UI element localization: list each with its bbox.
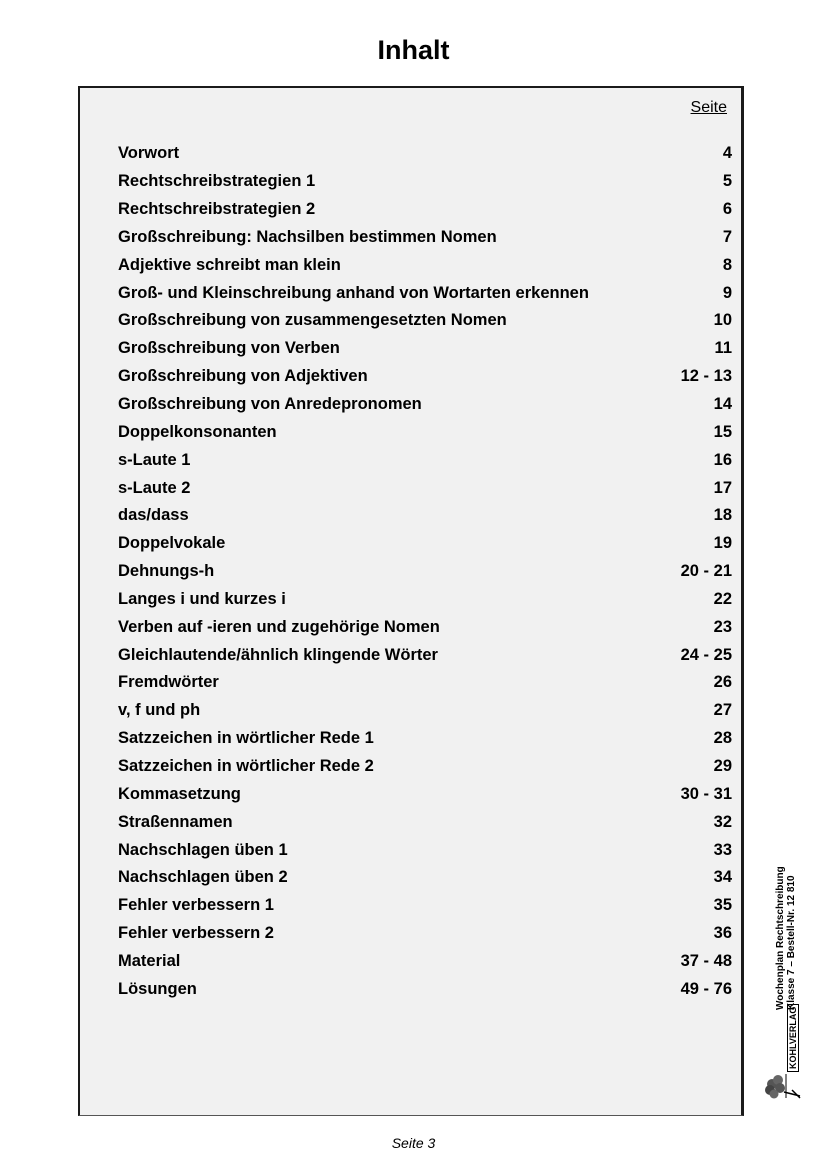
toc-entry-title: Satzzeichen in wörtlicher Rede 1 — [118, 729, 374, 748]
toc-entry-title: Fehler verbessern 2 — [118, 924, 274, 943]
toc-entry-title: Straßennamen — [118, 812, 233, 831]
toc-entry-title: Vorwort — [118, 144, 180, 163]
toc-entry-page: 10 — [713, 311, 732, 330]
toc-entry-title: s-Laute 1 — [118, 450, 191, 469]
toc-entry-title: Verben auf -ieren und zugehörige Nomen — [118, 617, 440, 636]
toc-entry-page: 20 - 21 — [680, 562, 732, 581]
toc-entry-page: 35 — [713, 896, 732, 915]
toc-entry — [118, 474, 732, 502]
toc-entry-page: 49 - 76 — [680, 979, 732, 998]
toc-entry-page: 18 — [713, 506, 732, 525]
table-of-contents — [78, 86, 744, 1116]
toc-entry-page: 4 — [722, 144, 732, 163]
toc-entry-page: 32 — [713, 812, 732, 831]
page-title: Inhalt — [377, 35, 450, 65]
toc-entry — [118, 808, 732, 836]
toc-entry-title: Fehler verbessern 1 — [118, 896, 274, 915]
toc-entry — [118, 307, 732, 335]
side-publication-info — [775, 866, 797, 1010]
toc-entry-page: 33 — [713, 840, 732, 859]
toc-entry-page: 5 — [722, 172, 732, 191]
toc-entry — [118, 196, 732, 224]
toc-entry-title: Großschreibung von Verben — [118, 339, 340, 358]
toc-entry — [118, 753, 732, 781]
toc-entry-title: Groß- und Kleinschreibung anhand von Wortarten erkennen — [118, 283, 589, 302]
toc-entry-title: Gleichlautende/ähnlich klingende Wörter — [118, 645, 438, 664]
toc-entry-page: 22 — [713, 589, 732, 608]
toc-entry-title: Rechtschreibstrategien 1 — [118, 172, 316, 191]
toc-entry-title: Dehnungs-h — [118, 562, 215, 581]
side-order-info: Klasse 7 – Bestell-Nr. 12 810 — [786, 875, 797, 1010]
toc-entry-title: Lösungen — [118, 979, 197, 998]
toc-entry-page: 30 - 31 — [680, 784, 732, 803]
toc-entry-title: Fremdwörter — [118, 673, 219, 692]
toc-entry — [118, 669, 732, 697]
toc-entry — [118, 140, 732, 168]
toc-entry-page: 6 — [722, 200, 732, 219]
page-footer: Seite 3 — [391, 1135, 436, 1151]
toc-entry — [118, 251, 732, 279]
toc-entry-title: Doppelkonsonanten — [118, 422, 277, 441]
toc-entry — [118, 725, 732, 753]
toc-entry-title: Großschreibung von Anredepronomen — [118, 395, 422, 414]
toc-entry-page: 16 — [713, 450, 732, 469]
toc-entry-title: Adjektive schreibt man klein — [118, 255, 341, 274]
toc-entry-title: Rechtschreibstrategien 2 — [118, 200, 316, 219]
toc-entry — [118, 836, 732, 864]
toc-entry-title: das/dass — [118, 506, 189, 525]
toc-entry-title: Großschreibung von Adjektiven — [118, 367, 368, 386]
toc-entry-page: 11 — [714, 339, 732, 358]
toc-entry-page: 34 — [713, 868, 732, 887]
toc-entry-page: 26 — [713, 673, 732, 692]
toc-entry-title: Langes i und kurzes i — [118, 589, 286, 608]
toc-entry-page: 7 — [722, 227, 732, 246]
toc-entry-title: Nachschlagen üben 1 — [118, 840, 288, 859]
toc-entry-page: 19 — [713, 534, 732, 553]
toc-entry-title: Kommasetzung — [118, 784, 241, 803]
toc-entry — [118, 975, 732, 1003]
toc-entry-title: Nachschlagen üben 2 — [118, 868, 288, 887]
toc-entry-page: 15 — [713, 422, 732, 441]
toc-entry — [118, 224, 732, 252]
toc-entry-title: Material — [118, 951, 181, 970]
toc-entry — [118, 947, 732, 975]
toc-entry — [118, 446, 732, 474]
toc-entry-page: 23 — [713, 617, 732, 636]
toc-list — [118, 140, 732, 1003]
toc-entry-page: 14 — [713, 395, 732, 414]
toc-entry — [118, 920, 732, 948]
toc-entry — [118, 418, 732, 446]
toc-entry-page: 24 - 25 — [680, 645, 732, 664]
toc-entry-title: Großschreibung: Nachsilben bestimmen Nomen — [118, 227, 497, 246]
toc-entry — [118, 641, 732, 669]
toc-entry — [118, 558, 732, 586]
toc-entry-title: Doppelvokale — [118, 534, 226, 553]
toc-entry — [118, 530, 732, 558]
toc-entry-title: s-Laute 2 — [118, 478, 191, 497]
toc-entry — [118, 335, 732, 363]
publisher-logo-text: KOHLVERLAG — [787, 1004, 799, 1072]
toc-entry — [118, 892, 732, 920]
toc-entry-page: 9 — [722, 283, 732, 302]
toc-entry-title: Großschreibung von zusammengesetzten Nomen — [118, 311, 507, 330]
toc-entry — [118, 586, 732, 614]
toc-entry — [118, 613, 732, 641]
toc-entry-page: 28 — [713, 729, 732, 748]
toc-entry-page: 27 — [713, 701, 732, 720]
toc-entry-page: 36 — [713, 924, 732, 943]
toc-entry-title: Satzzeichen in wörtlicher Rede 2 — [118, 756, 374, 775]
toc-entry — [118, 391, 732, 419]
toc-entry-page: 29 — [713, 756, 732, 775]
toc-entry-title: v, f und ph — [118, 701, 201, 720]
side-series-title: Wochenplan Rechtschreibung — [775, 866, 786, 1010]
toc-entry — [118, 363, 732, 391]
toc-entry — [118, 168, 732, 196]
toc-entry-page: 8 — [722, 255, 732, 274]
toc-entry — [118, 279, 732, 307]
toc-entry — [118, 864, 732, 892]
toc-entry — [118, 697, 732, 725]
page-column-header: Seite — [690, 99, 727, 116]
toc-entry-page: 37 - 48 — [680, 951, 732, 970]
toc-entry — [118, 780, 732, 808]
toc-entry — [118, 502, 732, 530]
toc-entry-page: 12 - 13 — [680, 367, 732, 386]
toc-entry-page: 17 — [713, 478, 732, 497]
